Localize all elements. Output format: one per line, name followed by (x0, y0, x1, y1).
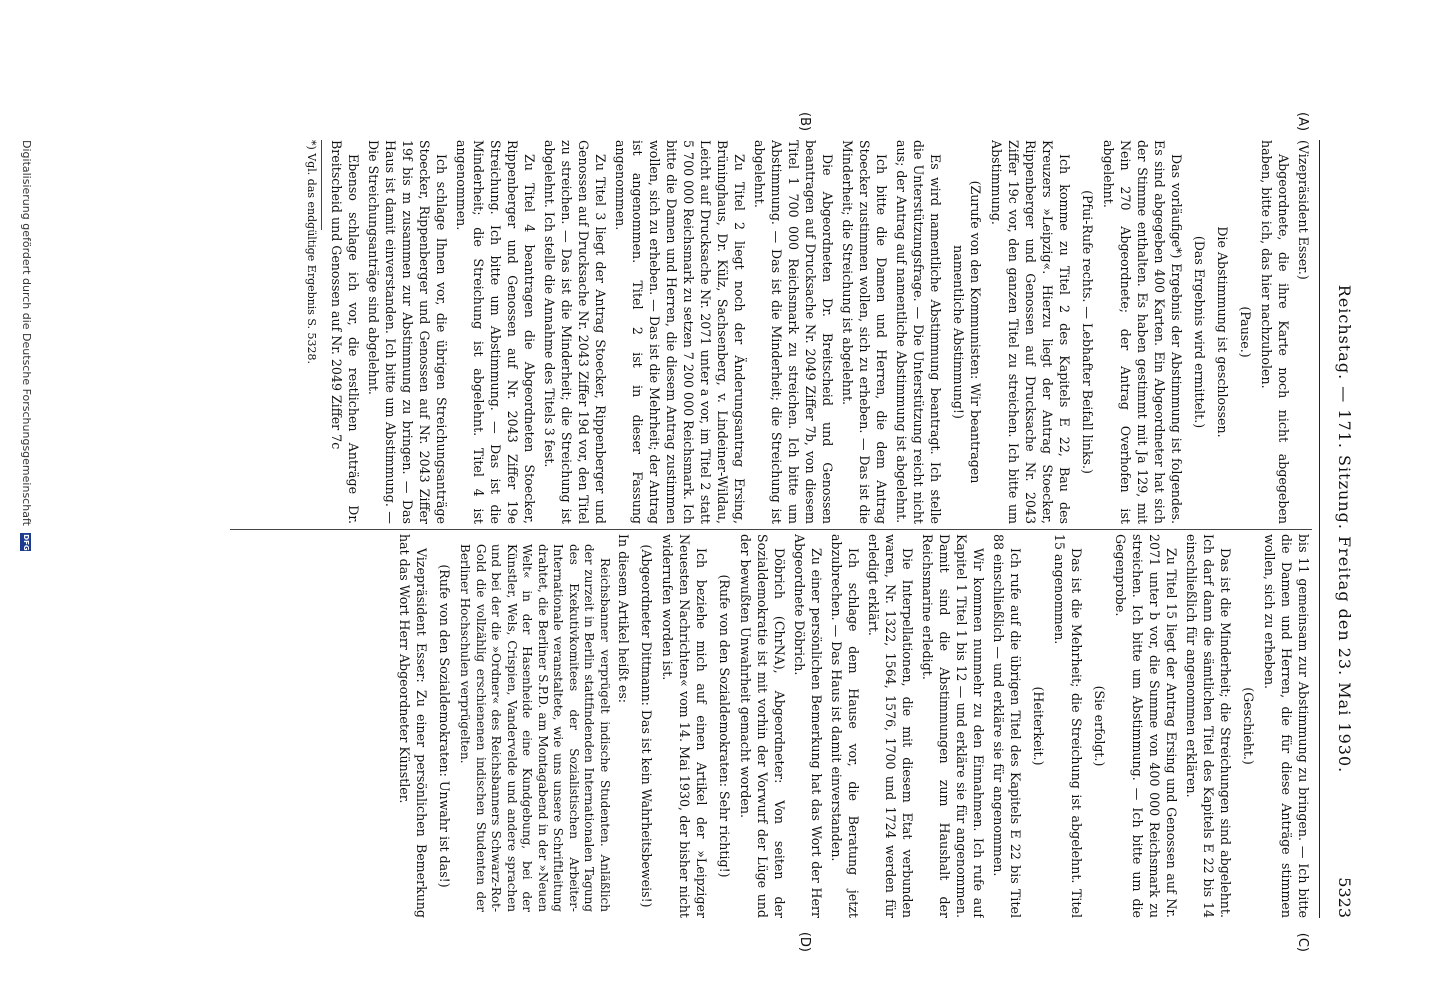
paragraph: (Pfui-Rufe rechts. — Lebhafter Beifall links.) (1080, 190, 1095, 474)
credit-text: Digitalisierung gefördert durch die Deutsche Forschungsgemeinschaft (20, 140, 33, 526)
paragraph: (Zurufe von den Kommunisten: Wir beantragen namentliche Abstimmung!) (951, 180, 983, 484)
paragraph: (Sie erfolgt.) (1092, 685, 1107, 767)
paragraph: (Rufe von den Sozialdemokraten: Unwahr ist das!) (437, 564, 452, 888)
paragraph: Zu Titel 3 liegt der Antrag Stoecker, Rippenberger und Genossen auf Drucksache Nr. 2043 Ziffer 19d vor, den Titel zu streichen. — Das ist die Minderheit; die Streichung ist abgelehnt. Ich stelle die Annahme des Titels 3 fest. (542, 140, 608, 524)
margin-mark-a: (A) (1295, 112, 1310, 132)
paragraph: Ich rufe auf die übrigen Titel des Kapitels E 22 bis Titel 88 einschließlich — und erkläre sie für angenommen. (991, 534, 1023, 918)
footnote-rule (321, 140, 322, 230)
paragraph: Zu Titel 4 beantragen die Abgeordneten Stoecker, Rippenberger und Genossen auf Nr. 2043 Ziffer 19e Streichung. Ich bitte um Abstimmung. — Das ist die Minderheit; die Streichung ist abgelehnt. Titel 4 ist angenommen. (454, 140, 537, 524)
paragraph: (Abgeordneter Dittmann: Das ist kein Wahrheitsbeweis!) (639, 544, 654, 908)
paragraph: (Vizepräsident Esser.) (1296, 140, 1311, 280)
paragraph: (Heiterkeit.) (1031, 686, 1046, 766)
left-column (230, 140, 1312, 524)
paragraph: Zu Titel 2 liegt noch der Änderungsantrag Ersing, Brüninghaus, Dr. Külz, Sachsenberg, v. Lindeiner-Wildau, Leicht auf Drucksache Nr. 2071 unter a vor, im Titel 2 statt 5 700 000 Reichsmark zu setzen 7 200 000 Reichsmark. Ich bitte die Damen und Herren, die diesem Antrag zustimmen wollen, sich zu erheben. — Das ist die Mehrheit; der Antrag ist angenommen. Titel 2 ist in dieser Fassung angenommen. (613, 140, 747, 524)
paragraph: (Pause.) (1238, 306, 1253, 358)
column-divider (230, 529, 1312, 530)
paragraph: Zu Titel 15 liegt der Antrag Ersing und Genossen auf Nr. 2071 unter b vor, die Summe von 400 000 Reichsmark zu streichen. Ich bitte um Abstimmung. — Ich bitte um die Gegenprobe. (1113, 534, 1179, 918)
right-column (230, 534, 1312, 918)
paragraph: Zu einer persönlichen Bemerkung hat das Wort der Herr Abgeordnete Döbrich. (792, 534, 824, 918)
page-number: 5323 (1335, 877, 1354, 918)
paragraph: Ebenso schlage ich vor, die restlichen Anträge Dr. Breitscheid und Genossen auf Nr. 2049 Ziffer 7c (329, 140, 361, 524)
paragraph: Das ist die Minderheit; die Streichungen sind abgelehnt. Ich darf dann die sämtlichen Titel des Kapitels E 22 bis 14 einschließlich für angenommen erklären. (1184, 534, 1233, 918)
text-columns (230, 140, 1312, 918)
paragraph: In diesem Artikel heißt es: (616, 534, 631, 704)
paragraph: Wir kommen nunmehr zu den Einnahmen. Ich rufe auf Kapitel 1 Titel 1 bis 12 — und erkläre sie für angenommen. Damit sind die Abstimmungen zum Haushalt der Reichsmarine erledigt. (920, 534, 986, 918)
paragraph: Das ist die Mehrheit; die Streichung ist abgelehnt. Titel 15 angenommen. (1052, 534, 1084, 918)
paragraph: (Rufe von den Sozialdemokraten: Sehr richtig!) (717, 574, 732, 878)
margin-mark-c: (C) (1295, 932, 1310, 952)
paragraph: Die Abgeordneten Dr. Breitscheid und Genossen beantragen auf Drucksache Nr. 2049 Ziffer 7b, von diesem Titel 1 700 000 Reichsmark zu streichen. Ich bitte um Abstimmung. — Das ist die Minderheit; die Streichung ist abgelehnt. (752, 140, 835, 524)
margin-mark-b: (B) (797, 112, 812, 132)
paragraph: Ich schlage Ihnen vor, die übrigen Streichungsanträge Stoecker, Rippenberger und Genossen auf Nr. 2043 Ziffer 19f bis m zusammen zur Abstimmung zu bringen. — Das Haus ist damit einverstanden. Ich bitte um Abstimmung. — Die Streichungsanträge sind abgelehnt. (366, 140, 449, 524)
paragraph: (Das Ergebnis wird ermittelt.) (1192, 235, 1207, 429)
paragraph: Döbrich (ChrNA), Abgeordneter: Von seiten der Sozialdemokratie ist mit vorhin der Vorwurf der Lüge und der bewußten Unwahrheit gemacht worden. (738, 534, 787, 918)
footnote: *) Vgl. das endgültige Ergebnis S. 5328. (305, 140, 318, 365)
margin-mark-d: (D) (797, 931, 812, 952)
header-title: Reichstag. — 171. Sitzung. Freitag den 23. Mai 1930. (1335, 284, 1354, 774)
paragraph: Ich schlage dem Hause vor, die Beratung jetzt abzubrechen. — Das Haus ist damit einverstanden. (829, 534, 861, 918)
paragraph: Reichsbanner verprügelt indische Studenten. Anläßlich der zurzeit in Berlin stattfindenden Internationalen Tagung des Exekutivkomitees der Sozialistischen Arbeiter-Internationale veranstaltete, wie uns unsere Schriftleitung drahtet, die Berliner S.P.D. am Montagabend in der »Neuen Welt« in der Hasenheide eine Kundgebung, bei der Künstler, Wels, Crispien, Vandervelde und andere sprachen und bei der die »Ordner« des Reichsbanners Schwarz-Rot-Gold die vollzählig erschienenen indischen Studenten der Berliner Hochschulen verprügelten. (458, 544, 612, 912)
paragraph: Ich komme zu Titel 2 des Kapitels E 22, Bau des Kreuzers »Leipzig«. Hierzu liegt der Antrag Stoecker, Rippenberger und Genossen auf Drucksache Nr. 2043 Ziffer 19c vor, den ganzen Titel zu streichen. Ich bitte um Abstimmung. (989, 140, 1072, 524)
paragraph: Ich beziehe mich auf einen Artikel der »Leipziger Neuesten Nachrichten« vom 14. Mai 1930, der bisher nicht widerrufen worden ist. (660, 534, 709, 918)
paragraph: Vizepräsident Esser: Zu einer persönlichen Bemerkung hat das Wort Herr Abgeordneter Künstler. (397, 534, 429, 918)
page-header (1319, 140, 1360, 918)
paragraph: Die Interpellationen, die mit diesem Etat verbunden waren, Nr. 1322, 1564, 1576, 1700 und 1724 werden für erledigt erklärt. (866, 534, 915, 918)
dfg-logo: DFG (22, 534, 31, 551)
paragraph: Ich bitte die Damen und Herren, die dem Antrag Stoecker zustimmen wollen, sich zu erheben. — Das ist die Minderheit; die Streichung ist abgelehnt. (840, 140, 889, 524)
paragraph: (Geschieht.) (1241, 687, 1256, 765)
paragraph: Es wird namentliche Abstimmung beantragt. Ich stelle die Unterstützungsfrage. — Die Unterstützung reicht nicht aus; der Antrag auf namentliche Abstimmung ist abgelehnt. (894, 140, 943, 524)
digitization-credit (20, 140, 33, 551)
paragraph: Das vorläufige*) Ergebnis der Abstimmung ist folgendes. Es sind abgegeben 400 Karten. Ein Abgeordneter hat sich der Stimme enthalten. Es haben gestimmt mit Ja 129, mit Nein 270 Abgeordnete; der Antrag Overhofen ist abgelehnt. (1101, 140, 1184, 524)
paragraph: bis 11 gemeinsam zur Abstimmung zu bringen. — Ich bitte die Damen und Herren, die für diese Anträge stimmen wollen, sich zu erheben. (1262, 534, 1311, 918)
paragraph: Abgeordnete, die ihre Karte noch nicht abgegeben haben, bitte ich, das hier nachzuholen. (1259, 140, 1291, 524)
paragraph: Die Abstimmung ist geschlossen. (1215, 226, 1230, 438)
